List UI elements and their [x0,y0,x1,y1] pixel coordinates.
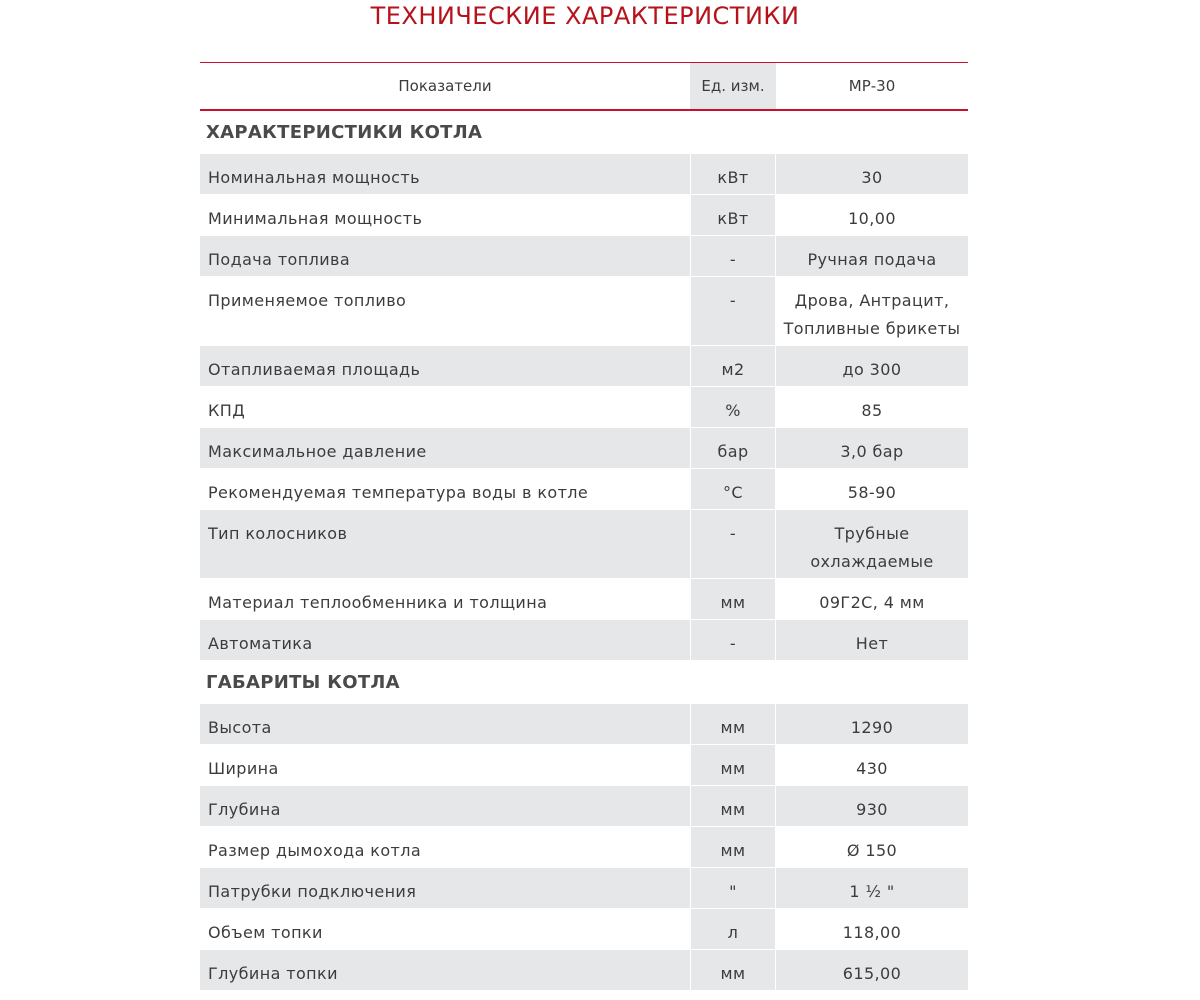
page-title: ТЕХНИЧЕСКИЕ ХАРАКТЕРИСТИКИ [370,2,800,30]
table-row [200,745,968,786]
row-param: Отапливаемая площадь [200,346,690,386]
row-unit: мм [690,745,776,785]
row-param: Глубина топки [200,950,690,990]
row-value: Нет [776,620,968,660]
row-value: Трубные охлаждаемые [776,510,968,578]
row-unit: - [690,236,776,276]
table-row [200,786,968,827]
row-value: 10,00 [848,209,896,228]
row-value: 118,00 [842,923,902,942]
row-unit: % [690,387,776,427]
row-unit: кВт [690,154,776,194]
row-unit: мм [690,827,776,867]
row-param: Объем топки [208,923,323,942]
table-row [200,236,968,277]
row-param: Размер дымохода котла [208,841,422,860]
row-unit: - [690,620,776,660]
row-unit: м2 [690,346,776,386]
spec-table [200,62,968,991]
row-value: 30 [776,154,968,194]
row-param: Глубина [200,786,690,826]
row-param: Тип колосников [200,510,690,578]
row-value: 930 [776,786,968,826]
header-model: МР-30 [848,77,896,95]
table-row [200,195,968,236]
table-row [200,154,968,195]
row-param: Подача топлива [200,236,690,276]
row-value: 85 [861,401,883,420]
table-row [200,868,968,909]
table-row [200,827,968,868]
row-value: Ручная подача [776,236,968,276]
row-value: 1 ½ " [776,868,968,908]
row-unit: л [690,909,776,949]
header-param: Показатели [398,77,492,95]
row-unit: °С [690,469,776,509]
table-row [200,950,968,991]
table-row [200,277,968,346]
row-unit: " [690,868,776,908]
row-value: до 300 [776,346,968,386]
table-row [200,346,968,387]
row-value: 58-90 [847,483,897,502]
row-param: Номинальная мощность [200,154,690,194]
row-param: Ширина [208,759,279,778]
row-param: Автоматика [200,620,690,660]
table-header [200,62,968,111]
table-row [200,469,968,510]
table-row [200,387,968,428]
table-row [200,909,968,950]
row-param: КПД [208,401,246,420]
table-row [200,579,968,620]
row-value: 3,0 бар [776,428,968,468]
section-title-dimensions: ГАБАРИТЫ КОТЛА [206,672,400,693]
row-unit: мм [690,786,776,826]
row-value: 09Г2С, 4 мм [819,593,925,612]
row-param: Патрубки подключения [200,868,690,908]
row-param: Минимальная мощность [208,209,423,228]
row-value: Дрова, Антрацит, Топливные брикеты [783,291,961,338]
row-param: Применяемое топливо [208,291,407,310]
table-row [200,620,968,661]
row-value: 430 [856,759,888,778]
section-title-boiler: ХАРАКТЕРИСТИКИ КОТЛА [206,122,483,143]
row-unit: бар [690,428,776,468]
row-param: Материал теплообменника и толщина [208,593,548,612]
table-row [200,510,968,579]
row-unit: кВт [690,195,776,235]
row-unit: мм [690,579,776,619]
row-unit: - [690,277,776,345]
row-value: 615,00 [776,950,968,990]
row-unit: мм [690,704,776,744]
row-param: Рекомендуемая температура воды в котле [208,483,589,502]
table-row [200,428,968,469]
row-param: Высота [200,704,690,744]
row-value: Ø 150 [846,841,898,860]
row-unit: - [690,510,776,578]
row-value: 1290 [776,704,968,744]
table-row [200,704,968,745]
header-unit: Ед. изм. [690,63,776,109]
row-unit: мм [690,950,776,990]
row-param: Максимальное давление [200,428,690,468]
